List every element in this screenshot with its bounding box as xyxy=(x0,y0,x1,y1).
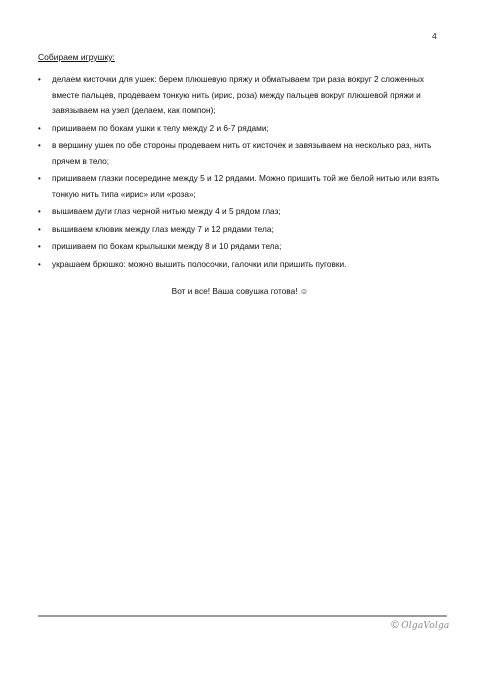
step-text: пришиваем по бокам ушки к телу между 2 и 6-7 рядами; xyxy=(52,122,269,133)
step-text: делаем кисточки для ушек: берем плюшевую пряжу и обматываем три раза вокруг 2 сложенных вместе пальцев, продеваем тонкую нить (ирис, роза) между пальцев вокруг плюшевой пряжи и завязываем на узел (делаем, как помпон); xyxy=(52,74,424,115)
list-item xyxy=(38,239,448,255)
footer-divider xyxy=(38,615,447,617)
assembly-steps-list xyxy=(38,72,448,274)
bullet-icon: • xyxy=(38,141,41,150)
step-text: пришиваем по бокам крылышки между 8 и 10 рядами тела; xyxy=(52,241,282,251)
section-title: Собираем игрушку: xyxy=(38,52,115,62)
bullet-icon: • xyxy=(38,123,41,133)
list-item xyxy=(38,257,448,273)
bullet-icon: • xyxy=(38,174,41,183)
closing-message: Вот и все! Ваша совушка готова! ☺ xyxy=(171,286,309,296)
copyright-symbol: © xyxy=(390,620,401,631)
list-item xyxy=(38,138,448,169)
bullet-icon: • xyxy=(38,207,41,216)
step-text: вышиваем клювик между глаз между 7 и 12 рядами тела; xyxy=(52,223,274,234)
list-item xyxy=(38,72,448,119)
author-signature xyxy=(390,620,450,636)
page-number: 4 xyxy=(432,31,437,41)
signature-name: OlgaVolga xyxy=(401,621,450,631)
bullet-icon: • xyxy=(38,242,41,251)
step-text: в вершину ушек по обе стороны продеваем нить от кисточек и завязываем на несколько раз, нить прячем в тело; xyxy=(52,140,432,166)
step-text: украшаем брюшко: можно вышить полосочки, галочки или пришить пуговки. xyxy=(52,258,347,269)
list-item xyxy=(38,171,448,202)
step-text: вышиваем дуги глаз черной нитью между 4 и 5 рядом глаз; xyxy=(52,206,281,216)
list-item xyxy=(38,204,448,220)
bullet-icon: • xyxy=(38,75,41,84)
bullet-icon: • xyxy=(38,224,41,234)
bullet-icon: • xyxy=(38,259,41,269)
step-text: пришиваем глазки посередине между 5 и 12 рядами. Можно пришить той же белой нитью или взять тонкую нить типа «ирис» или «роза»; xyxy=(52,173,440,199)
list-item xyxy=(38,121,448,137)
list-item xyxy=(38,222,448,238)
